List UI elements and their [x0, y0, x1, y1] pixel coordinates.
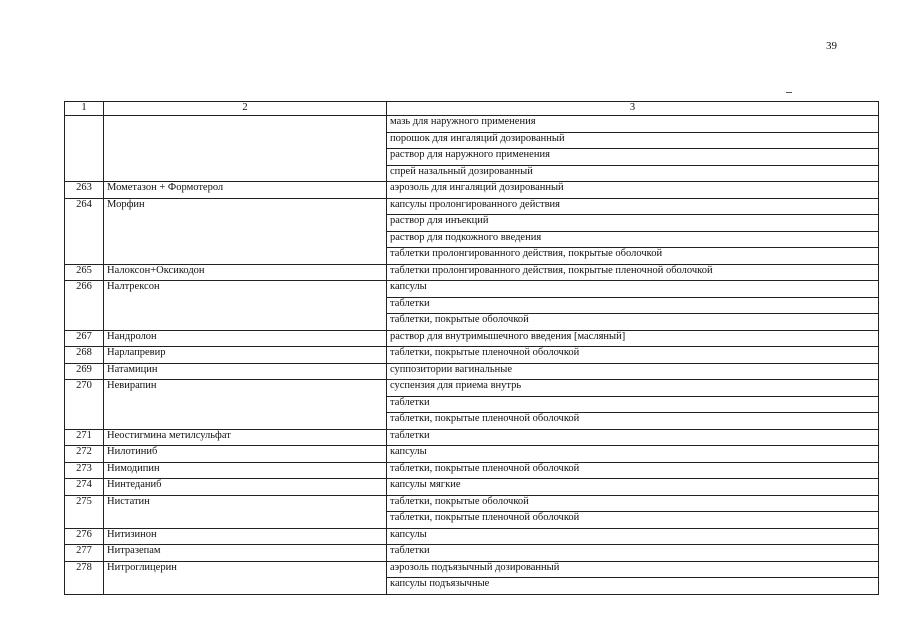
dosage-form: капсулы мягкие: [387, 479, 879, 496]
table-row: [65, 495, 879, 512]
row-number: 264: [65, 198, 104, 264]
drug-name: Нилотиниб: [104, 446, 387, 463]
table-row: [65, 429, 879, 446]
row-number: 269: [65, 363, 104, 380]
dosage-form: раствор для инъекций: [387, 215, 879, 232]
dosage-form: раствор для наружного применения: [387, 149, 879, 166]
dosage-form: таблетки: [387, 545, 879, 562]
row-number: 267: [65, 330, 104, 347]
drug-name: Нарлапревир: [104, 347, 387, 364]
drug-name: [104, 116, 387, 182]
drug-name: Нистатин: [104, 495, 387, 528]
table-row: [65, 264, 879, 281]
row-number: 276: [65, 528, 104, 545]
stray-mark: [786, 92, 792, 93]
dosage-form: капсулы пролонгированного действия: [387, 198, 879, 215]
dosage-form: суспензия для приема внутрь: [387, 380, 879, 397]
dosage-form: таблетки пролонгированного действия, покрытые оболочкой: [387, 248, 879, 265]
row-number: 271: [65, 429, 104, 446]
drug-name: Нитроглицерин: [104, 561, 387, 594]
row-number: 265: [65, 264, 104, 281]
drug-table: [64, 101, 879, 595]
dosage-form: таблетки: [387, 396, 879, 413]
table-row: [65, 330, 879, 347]
drug-name: Нимодипин: [104, 462, 387, 479]
dosage-form: капсулы: [387, 281, 879, 298]
table-row: [65, 281, 879, 298]
table-row: [65, 380, 879, 397]
table-row: [65, 528, 879, 545]
dosage-form: таблетки, покрытые пленочной оболочкой: [387, 512, 879, 529]
dosage-form: капсулы: [387, 528, 879, 545]
drug-name: Налоксон+Оксикодон: [104, 264, 387, 281]
dosage-form: таблетки, покрытые пленочной оболочкой: [387, 413, 879, 430]
column-header-form: 3: [387, 102, 879, 116]
dosage-form: мазь для наружного применения: [387, 116, 879, 133]
column-header-number: 1: [65, 102, 104, 116]
table-row: [65, 347, 879, 364]
row-number: 268: [65, 347, 104, 364]
dosage-form: таблетки, покрытые пленочной оболочкой: [387, 462, 879, 479]
drug-name: Нандролон: [104, 330, 387, 347]
dosage-form: капсулы подъязычные: [387, 578, 879, 595]
row-number: 266: [65, 281, 104, 331]
drug-name: Нитразепам: [104, 545, 387, 562]
drug-name: Невирапин: [104, 380, 387, 430]
drug-name: Морфин: [104, 198, 387, 264]
table-row: [65, 462, 879, 479]
row-number: [65, 116, 104, 182]
dosage-form: раствор для подкожного введения: [387, 231, 879, 248]
dosage-form: таблетки, покрытые пленочной оболочкой: [387, 347, 879, 364]
table-row: [65, 479, 879, 496]
dosage-form: таблетки, покрытые оболочкой: [387, 495, 879, 512]
table-row: [65, 561, 879, 578]
dosage-form: таблетки, покрытые оболочкой: [387, 314, 879, 331]
row-number: 270: [65, 380, 104, 430]
table-body: [65, 116, 879, 595]
row-number: 273: [65, 462, 104, 479]
table-row: [65, 446, 879, 463]
dosage-form: капсулы: [387, 446, 879, 463]
column-header-name: 2: [104, 102, 387, 116]
table-row: [65, 545, 879, 562]
dosage-form: суппозитории вагинальные: [387, 363, 879, 380]
dosage-form: таблетки пролонгированного действия, покрытые пленочной оболочкой: [387, 264, 879, 281]
row-number: 278: [65, 561, 104, 594]
table-row: [65, 198, 879, 215]
dosage-form: таблетки: [387, 429, 879, 446]
row-number: 263: [65, 182, 104, 199]
dosage-form: аэрозоль подъязычный дозированный: [387, 561, 879, 578]
header-row: [65, 102, 879, 116]
row-number: 274: [65, 479, 104, 496]
dosage-form: аэрозоль для ингаляций дозированный: [387, 182, 879, 199]
page-number: 39: [826, 40, 837, 52]
table-row: [65, 116, 879, 133]
drug-name: Неостигмина метилсульфат: [104, 429, 387, 446]
table-row: [65, 182, 879, 199]
drug-name: Нинтеданиб: [104, 479, 387, 496]
row-number: 272: [65, 446, 104, 463]
row-number: 275: [65, 495, 104, 528]
drug-name: Налтрексон: [104, 281, 387, 331]
dosage-form: таблетки: [387, 297, 879, 314]
table-row: [65, 363, 879, 380]
dosage-form: раствор для внутримышечного введения [масляный]: [387, 330, 879, 347]
dosage-form: спрей назальный дозированный: [387, 165, 879, 182]
drug-name: Натамицин: [104, 363, 387, 380]
drug-name: Мометазон + Формотерол: [104, 182, 387, 199]
dosage-form: порошок для ингаляций дозированный: [387, 132, 879, 149]
row-number: 277: [65, 545, 104, 562]
drug-name: Нитизинон: [104, 528, 387, 545]
